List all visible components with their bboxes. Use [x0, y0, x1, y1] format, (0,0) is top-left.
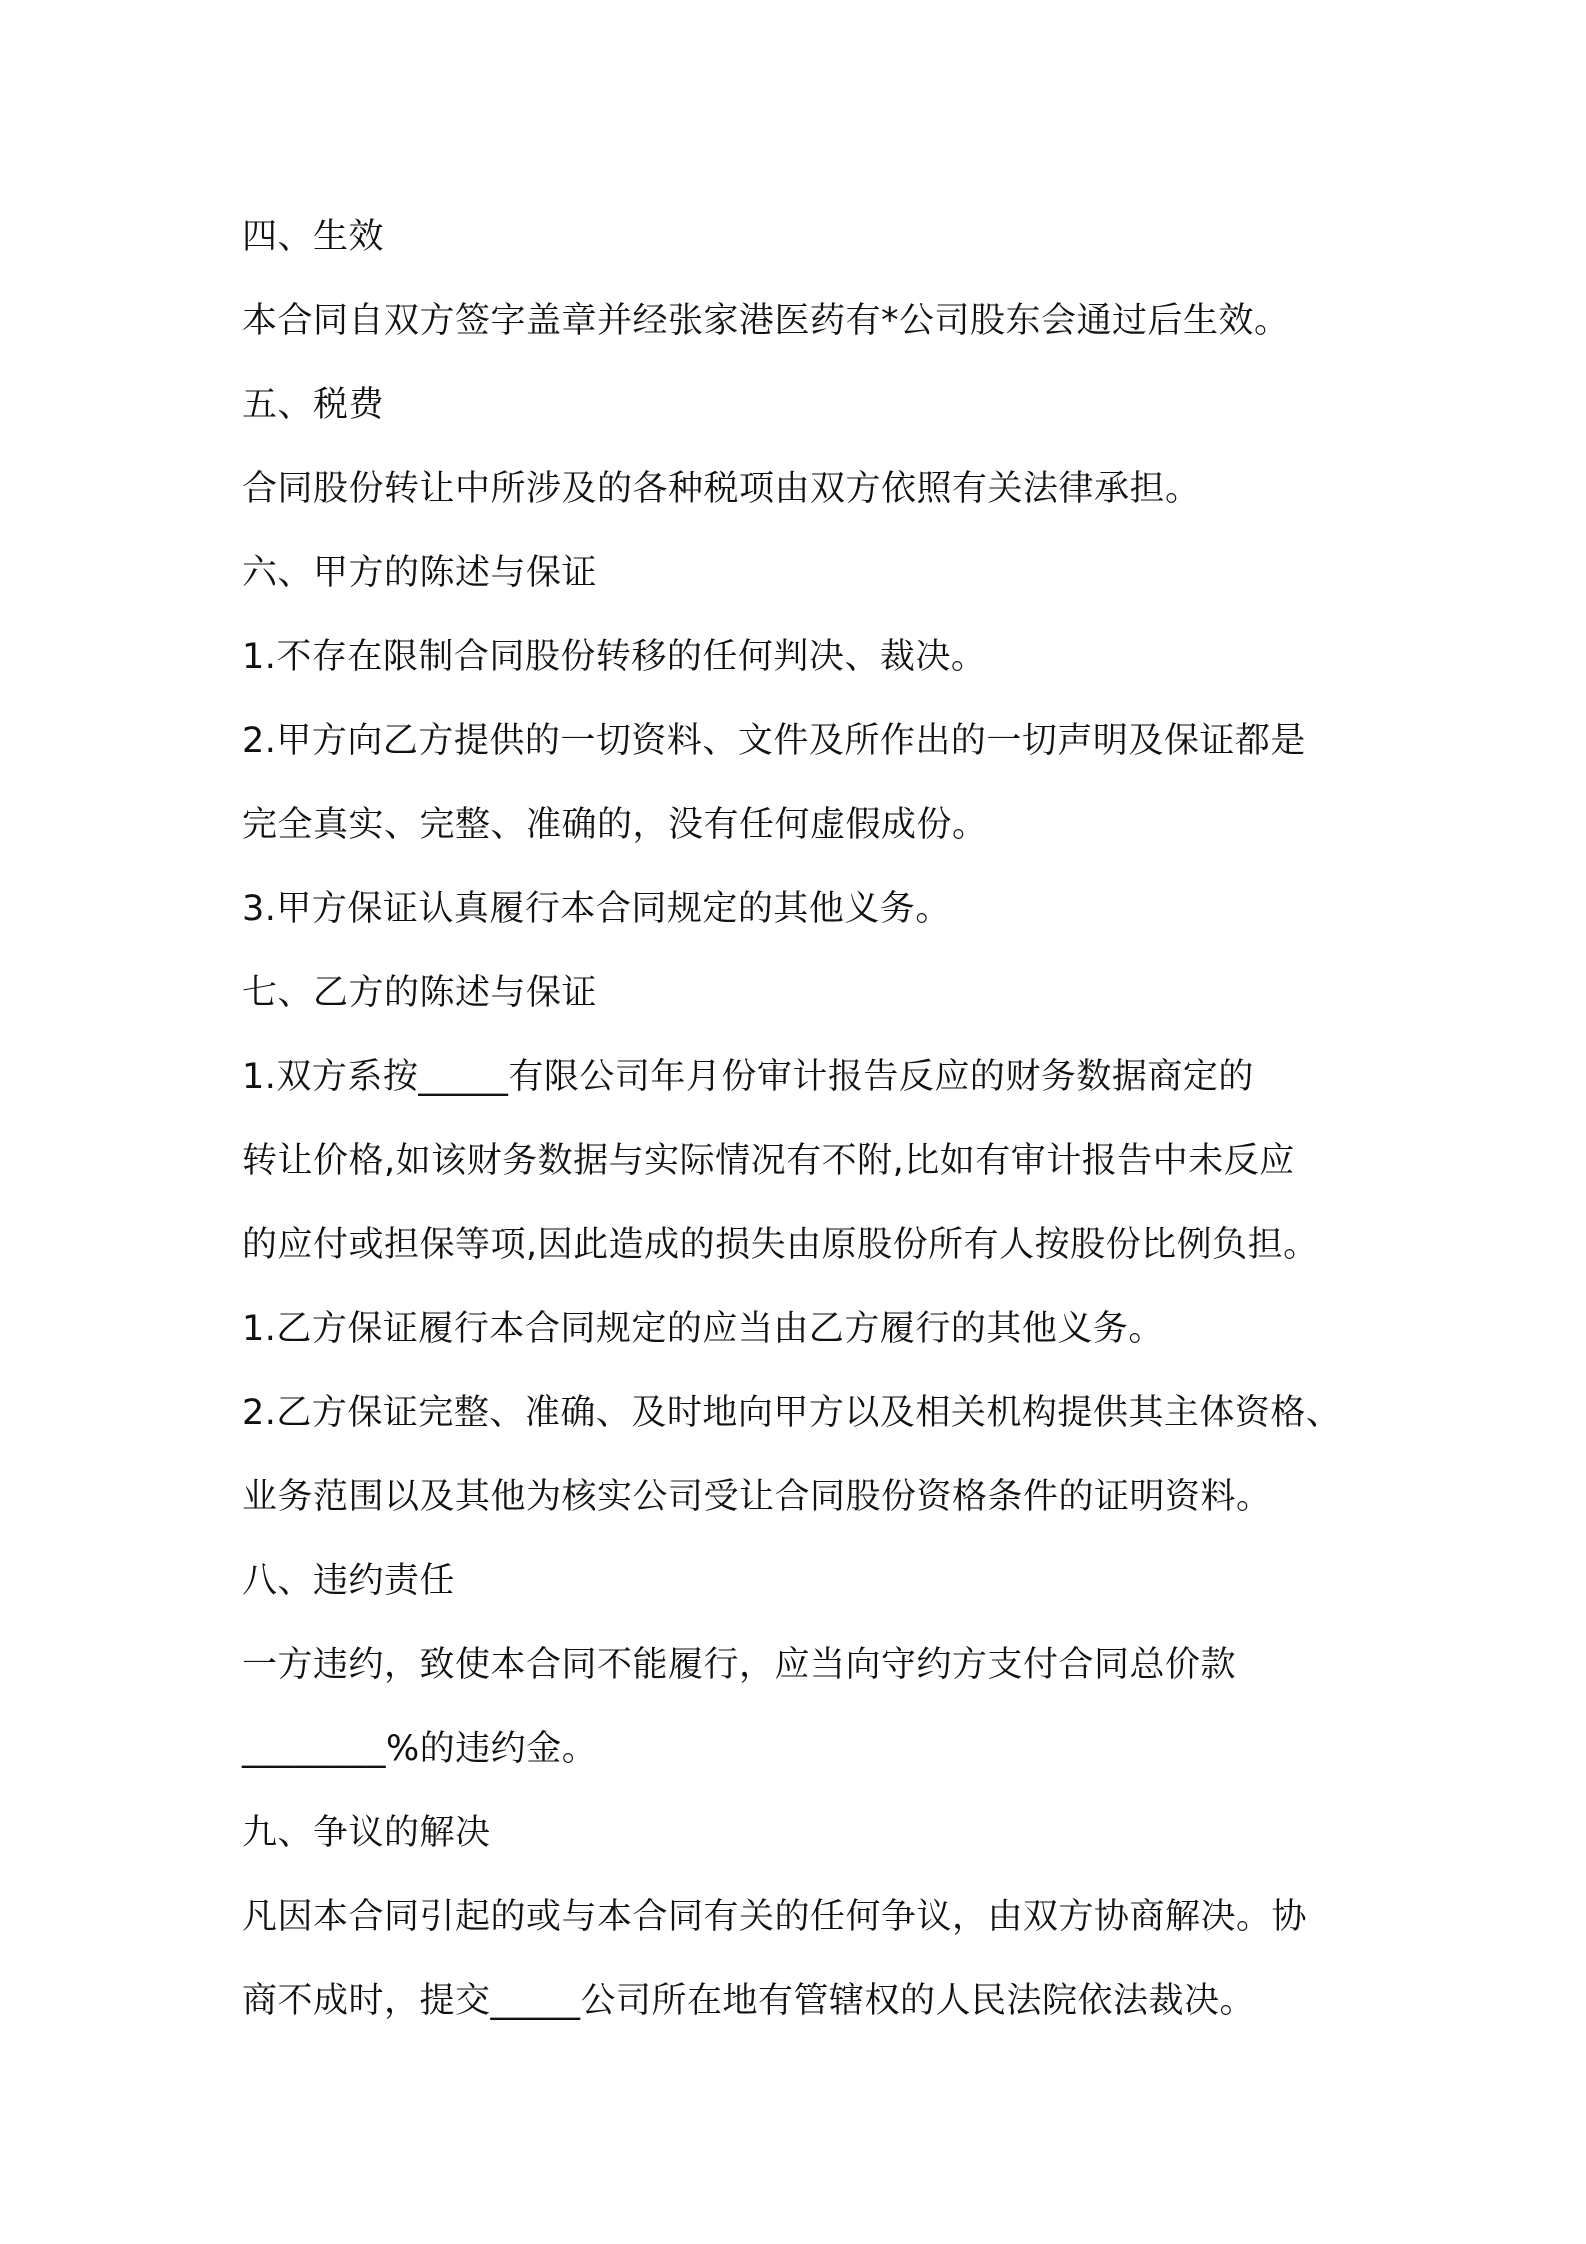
paragraph-line: 业务范围以及其他为核实公司受让合同股份资格条件的证明资料。	[242, 1477, 1272, 1517]
paragraph-line: 1.双方系按_____有限公司年月份审计报告反应的财务数据商定的	[242, 1057, 1254, 1097]
section-heading: 八、违约责任	[242, 1561, 456, 1601]
paragraph-line: 2.甲方向乙方提供的一切资料、文件及所作出的一切声明及保证都是	[242, 721, 1306, 761]
paragraph-line: 完全真实、完整、准确的，没有任何虚假成份。	[242, 805, 988, 845]
paragraph-line: 1.乙方保证履行本合同规定的应当由乙方履行的其他义务。	[242, 1309, 1164, 1349]
paragraph-line: ________%的违约金。	[242, 1729, 598, 1769]
paragraph-line: 凡因本合同引起的或与本合同有关的任何争议，由双方协商解决。协	[242, 1897, 1308, 1937]
paragraph-line: 商不成时，提交_____公司所在地有管辖权的人民法院依法裁决。	[242, 1981, 1256, 2021]
paragraph-line: 1.不存在限制合同股份转移的任何判决、裁决。	[242, 637, 987, 677]
paragraph-line: 本合同自双方签字盖章并经张家港医药有*公司股东会通过后生效。	[242, 301, 1290, 341]
paragraph-line: 一方违约，致使本合同不能履行，应当向守约方支付合同总价款	[242, 1645, 1237, 1685]
paragraph-line: 2.乙方保证完整、准确、及时地向甲方以及相关机构提供其主体资格、	[242, 1393, 1342, 1433]
section-heading: 七、乙方的陈述与保证	[242, 973, 598, 1013]
paragraph-line: 合同股份转让中所涉及的各种税项由双方依照有关法律承担。	[242, 469, 1201, 509]
section-heading: 五、税费	[242, 385, 385, 425]
document-body	[242, 195, 1362, 2043]
section-heading: 四、生效	[242, 217, 385, 257]
paragraph-line: 转让价格,如该财务数据与实际情况有不附,比如有审计报告中未反应	[242, 1141, 1295, 1181]
section-heading: 六、甲方的陈述与保证	[242, 553, 598, 593]
section-heading: 九、争议的解决	[242, 1813, 491, 1853]
paragraph-line: 3.甲方保证认真履行本合同规定的其他义务。	[242, 889, 951, 929]
paragraph-line: 的应付或担保等项,因此造成的损失由原股份所有人按股份比例负担。	[242, 1225, 1319, 1265]
